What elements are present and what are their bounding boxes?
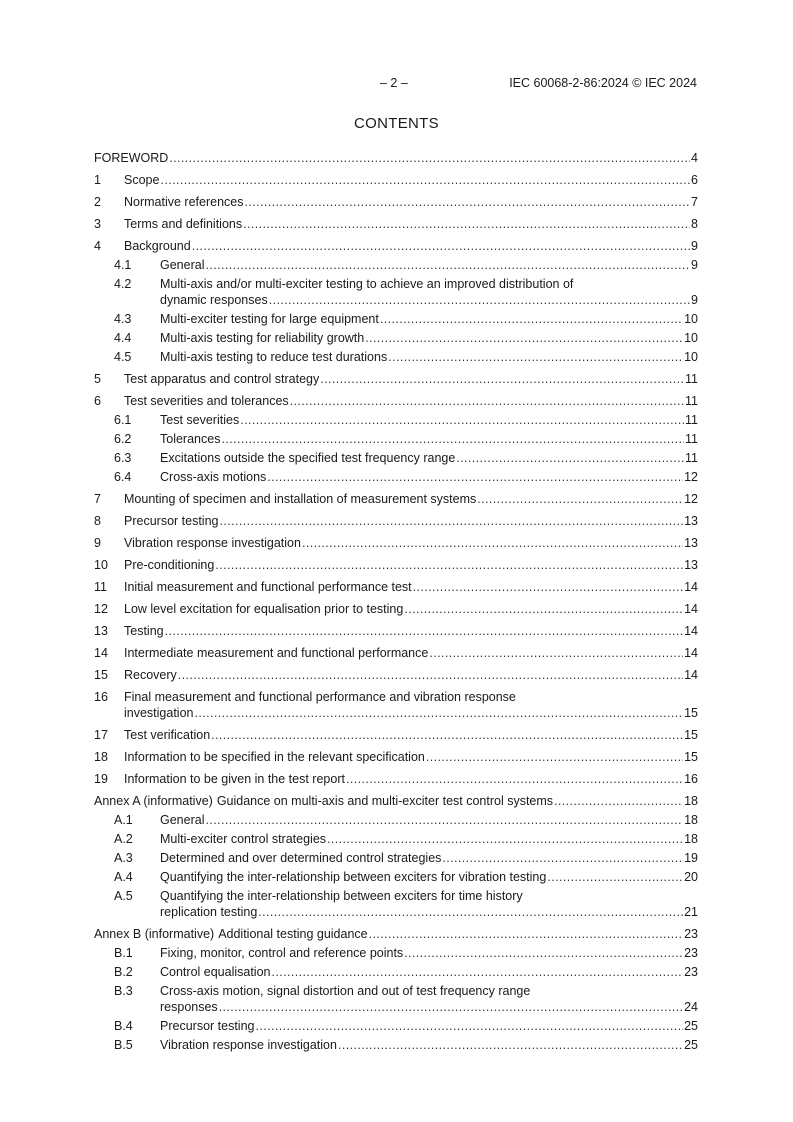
toc-page-number: 10 bbox=[684, 312, 698, 326]
toc-entry[interactable] bbox=[94, 749, 698, 765]
toc-page-number: 8 bbox=[691, 217, 698, 231]
toc-entry-title: Precursor testing bbox=[160, 1019, 255, 1033]
toc-entry-title: Vibration response investigation bbox=[124, 536, 301, 550]
toc-entry[interactable] bbox=[94, 349, 698, 365]
toc-entry-number: A.2 bbox=[114, 832, 133, 846]
dot-leader bbox=[547, 869, 683, 885]
standard-reference: IEC 60068-2-86:2024 © IEC 2024 bbox=[509, 76, 697, 90]
dot-leader bbox=[205, 257, 690, 273]
toc-entry-title: Background bbox=[124, 239, 191, 253]
toc-entry-title: Terms and definitions bbox=[124, 217, 243, 231]
toc-page-number: 6 bbox=[691, 173, 698, 187]
toc-entry-title: Multi-exciter control strategies bbox=[160, 832, 327, 846]
dot-leader bbox=[221, 431, 684, 447]
toc-entry[interactable] bbox=[94, 645, 698, 661]
toc-entry-title: Mounting of specimen and installation of measurement systems bbox=[124, 492, 477, 506]
dot-leader bbox=[211, 727, 683, 743]
toc-entry[interactable] bbox=[94, 983, 698, 1015]
toc-entry-number: 13 bbox=[94, 624, 108, 638]
toc-entry-number: 8 bbox=[94, 514, 101, 528]
toc-entry-number: 6.1 bbox=[114, 413, 132, 427]
toc-entry-title: Recovery bbox=[124, 668, 177, 682]
toc-entry[interactable] bbox=[94, 601, 698, 617]
dot-leader bbox=[219, 999, 683, 1015]
toc-entry-title: General bbox=[160, 813, 205, 827]
dot-leader bbox=[160, 172, 690, 188]
toc-entry-number: 4.5 bbox=[114, 350, 132, 364]
dot-leader bbox=[255, 1018, 683, 1034]
dot-leader bbox=[302, 535, 683, 551]
page-number: – 2 – bbox=[380, 76, 408, 90]
toc-page-number: 14 bbox=[684, 580, 698, 594]
toc-page-number: 11 bbox=[685, 372, 698, 386]
toc-page-number: 25 bbox=[684, 1019, 698, 1033]
toc-entry-title: Cross-axis motions bbox=[160, 470, 267, 484]
toc-entry-title: Quantifying the inter-relationship between exciters for vibration testing bbox=[160, 870, 547, 884]
toc-entry-number: 9 bbox=[94, 536, 101, 550]
dot-leader bbox=[192, 238, 690, 254]
toc-page-number: 15 bbox=[684, 706, 698, 720]
toc-entry-number: B.1 bbox=[114, 946, 133, 960]
toc-entry-number: 11 bbox=[94, 580, 107, 594]
toc-entry[interactable] bbox=[94, 393, 698, 409]
toc-entry-number: 4 bbox=[94, 239, 101, 253]
toc-entry[interactable] bbox=[94, 412, 698, 428]
dot-leader bbox=[346, 771, 683, 787]
toc-entry[interactable] bbox=[94, 194, 698, 210]
toc-entry[interactable] bbox=[94, 557, 698, 573]
toc-entry[interactable] bbox=[94, 371, 698, 387]
toc-entry[interactable] bbox=[94, 831, 698, 847]
toc-entry-number: 18 bbox=[94, 750, 108, 764]
toc-page-number: 11 bbox=[685, 432, 698, 446]
toc-entry-title: Multi-axis and/or multi-exciter testing to achieve an improved distribution of bbox=[160, 277, 574, 291]
toc-page-number: 12 bbox=[684, 470, 698, 484]
toc-page-number: 9 bbox=[691, 258, 698, 272]
toc-entry-title: replication testing bbox=[160, 905, 258, 919]
toc-entry-number: 4.3 bbox=[114, 312, 132, 326]
dot-leader bbox=[388, 349, 683, 365]
toc-page-number: 10 bbox=[684, 331, 698, 345]
toc-page-number: 9 bbox=[691, 239, 698, 253]
toc-entry-title: Low level excitation for equalisation prior to testing bbox=[124, 602, 404, 616]
toc-entry[interactable] bbox=[94, 579, 698, 595]
toc-entry-title: Multi-axis testing for reliability growth bbox=[160, 331, 365, 345]
toc-page-number: 18 bbox=[684, 832, 698, 846]
dot-leader bbox=[426, 749, 683, 765]
toc-entry-number: 17 bbox=[94, 728, 108, 742]
toc-entry[interactable] bbox=[94, 172, 698, 188]
toc-entry[interactable] bbox=[94, 535, 698, 551]
toc-entry-title: Normative references bbox=[124, 195, 244, 209]
toc-page-number: 13 bbox=[684, 536, 698, 550]
toc-entry-number: 2 bbox=[94, 195, 101, 209]
toc-entry[interactable] bbox=[94, 667, 698, 683]
toc-page-number: 13 bbox=[684, 514, 698, 528]
toc-page-number: 18 bbox=[684, 813, 698, 827]
toc-entry[interactable] bbox=[94, 257, 698, 273]
dot-leader bbox=[456, 450, 684, 466]
toc-entry-title: FOREWORD bbox=[94, 151, 169, 165]
dot-leader bbox=[219, 513, 683, 529]
toc-entry-title: Test severities and tolerances bbox=[124, 394, 289, 408]
toc-entry-title: Guidance on multi-axis and multi-exciter test control systems bbox=[216, 794, 554, 808]
toc-entry[interactable] bbox=[94, 1018, 698, 1034]
dot-leader bbox=[258, 904, 683, 920]
dot-leader bbox=[442, 850, 683, 866]
toc-entry-number: 15 bbox=[94, 668, 108, 682]
toc-page-number: 15 bbox=[684, 750, 698, 764]
toc-page-number: 12 bbox=[684, 492, 698, 506]
table-of-contents bbox=[94, 144, 698, 1053]
toc-entry-title: Scope bbox=[124, 173, 160, 187]
toc-entry-number: 6.2 bbox=[114, 432, 132, 446]
dot-leader bbox=[245, 194, 691, 210]
toc-page-number: 20 bbox=[684, 870, 698, 884]
toc-entry-title: Initial measurement and functional performance test bbox=[124, 580, 412, 594]
dot-leader bbox=[365, 330, 683, 346]
dot-leader bbox=[429, 645, 683, 661]
toc-entry-title: Quantifying the inter-relationship between exciters for time history bbox=[160, 889, 523, 903]
toc-entry-title: Additional testing guidance bbox=[218, 927, 368, 941]
toc-entry-number: 19 bbox=[94, 772, 108, 786]
toc-entry[interactable] bbox=[94, 945, 698, 961]
toc-entry[interactable] bbox=[94, 689, 698, 721]
toc-entry-number: A.3 bbox=[114, 851, 133, 865]
toc-entry-number: 12 bbox=[94, 602, 108, 616]
toc-entry-number: 6.3 bbox=[114, 451, 132, 465]
toc-page-number: 9 bbox=[691, 293, 698, 307]
toc-entry[interactable] bbox=[94, 926, 698, 942]
toc-page-number: 14 bbox=[684, 624, 698, 638]
dot-leader bbox=[205, 812, 683, 828]
annex-label: Annex A (informative) bbox=[94, 794, 213, 808]
toc-entry-title: Tolerances bbox=[160, 432, 221, 446]
toc-page-number: 4 bbox=[691, 151, 698, 165]
toc-entry[interactable] bbox=[94, 491, 698, 507]
toc-entry[interactable] bbox=[94, 812, 698, 828]
toc-page-number: 16 bbox=[684, 772, 698, 786]
toc-entry[interactable] bbox=[94, 330, 698, 346]
toc-page-number: 21 bbox=[684, 905, 698, 919]
dot-leader bbox=[267, 469, 683, 485]
toc-page-number: 14 bbox=[684, 602, 698, 616]
toc-entry-number: B.3 bbox=[114, 984, 133, 998]
toc-entry-number: A.1 bbox=[114, 813, 133, 827]
toc-entry-title: Precursor testing bbox=[124, 514, 219, 528]
toc-entry-title: Fixing, monitor, control and reference points bbox=[160, 946, 404, 960]
toc-entry-number: 4.2 bbox=[114, 277, 132, 291]
page-header bbox=[0, 76, 793, 92]
toc-entry-title: Test apparatus and control strategy bbox=[124, 372, 320, 386]
toc-page-number: 13 bbox=[684, 558, 698, 572]
toc-entry-number: B.2 bbox=[114, 965, 133, 979]
toc-entry-number: A.4 bbox=[114, 870, 133, 884]
toc-entry-title: Multi-axis testing to reduce test durations bbox=[160, 350, 388, 364]
dot-leader bbox=[243, 216, 690, 232]
toc-page-number: 11 bbox=[685, 451, 698, 465]
toc-entry-number: 6 bbox=[94, 394, 101, 408]
toc-page-number: 10 bbox=[684, 350, 698, 364]
toc-entry-number: B.5 bbox=[114, 1038, 133, 1052]
dot-leader bbox=[165, 623, 683, 639]
toc-entry-title: Intermediate measurement and functional performance bbox=[124, 646, 429, 660]
dot-leader bbox=[320, 371, 684, 387]
toc-page-number: 23 bbox=[684, 927, 698, 941]
dot-leader bbox=[215, 557, 683, 573]
toc-entry-title: General bbox=[160, 258, 205, 272]
toc-entry-title: Cross-axis motion, signal distortion and out of test frequency range bbox=[160, 984, 531, 998]
toc-entry-number: 5 bbox=[94, 372, 101, 386]
toc-entry[interactable] bbox=[94, 727, 698, 743]
page-title: CONTENTS bbox=[354, 115, 439, 132]
dot-leader bbox=[178, 667, 683, 683]
toc-entry[interactable] bbox=[94, 771, 698, 787]
toc-entry-title: dynamic responses bbox=[160, 293, 268, 307]
toc-page-number: 11 bbox=[685, 394, 698, 408]
toc-page-number: 15 bbox=[684, 728, 698, 742]
dot-leader bbox=[272, 964, 684, 980]
toc-page-number: 11 bbox=[685, 413, 698, 427]
toc-entry[interactable] bbox=[94, 1037, 698, 1053]
toc-entry-title: Test severities bbox=[160, 413, 240, 427]
dot-leader bbox=[338, 1037, 683, 1053]
toc-entry-title: Multi-exciter testing for large equipment bbox=[160, 312, 379, 326]
toc-page-number: 19 bbox=[684, 851, 698, 865]
toc-entry-number: 6.4 bbox=[114, 470, 132, 484]
dot-leader bbox=[554, 793, 683, 809]
toc-entry[interactable] bbox=[94, 869, 698, 885]
toc-entry-title: Test verification bbox=[124, 728, 211, 742]
toc-entry[interactable] bbox=[94, 850, 698, 866]
toc-entry[interactable] bbox=[94, 311, 698, 327]
dot-leader bbox=[369, 926, 683, 942]
toc-page-number: 18 bbox=[684, 794, 698, 808]
toc-page-number: 23 bbox=[684, 965, 698, 979]
toc-entry[interactable] bbox=[94, 276, 698, 308]
toc-page-number: 7 bbox=[691, 195, 698, 209]
toc-entry-title: Vibration response investigation bbox=[160, 1038, 337, 1052]
toc-entry-title: investigation bbox=[124, 706, 194, 720]
toc-entry-title: Control equalisation bbox=[160, 965, 271, 979]
toc-entry-number: 3 bbox=[94, 217, 101, 231]
toc-page-number: 25 bbox=[684, 1038, 698, 1052]
toc-entry-title: responses bbox=[160, 1000, 218, 1014]
dot-leader bbox=[413, 579, 683, 595]
dot-leader bbox=[404, 945, 683, 961]
toc-entry-title: Testing bbox=[124, 624, 164, 638]
toc-page-number: 23 bbox=[684, 946, 698, 960]
toc-entry-number: 4.1 bbox=[114, 258, 132, 272]
annex-label: Annex B (informative) bbox=[94, 927, 215, 941]
toc-entry-number: B.4 bbox=[114, 1019, 133, 1033]
toc-entry-title: Determined and over determined control strategies bbox=[160, 851, 442, 865]
toc-entry-title: Excitations outside the specified test frequency range bbox=[160, 451, 456, 465]
toc-entry-number: 1 bbox=[94, 173, 101, 187]
dot-leader bbox=[380, 311, 683, 327]
toc-entry-number: 4.4 bbox=[114, 331, 132, 345]
toc-entry-title: Information to be specified in the relevant specification bbox=[124, 750, 425, 764]
toc-page-number: 14 bbox=[684, 646, 698, 660]
toc-entry[interactable] bbox=[94, 513, 698, 529]
toc-entry[interactable] bbox=[94, 238, 698, 254]
dot-leader bbox=[269, 292, 690, 308]
dot-leader bbox=[477, 491, 683, 507]
toc-entry-number: A.5 bbox=[114, 889, 133, 903]
toc-entry[interactable] bbox=[94, 216, 698, 232]
toc-entry-number: 7 bbox=[94, 492, 101, 506]
dot-leader bbox=[240, 412, 684, 428]
toc-page-number: 14 bbox=[684, 668, 698, 682]
toc-entry-number: 16 bbox=[94, 690, 108, 704]
toc-entry[interactable] bbox=[94, 450, 698, 466]
toc-entry-number: 14 bbox=[94, 646, 108, 660]
toc-entry[interactable] bbox=[94, 793, 698, 809]
toc-entry[interactable] bbox=[94, 469, 698, 485]
dot-leader bbox=[327, 831, 683, 847]
toc-entry-title: Pre-conditioning bbox=[124, 558, 215, 572]
toc-entry[interactable] bbox=[94, 888, 698, 920]
toc-entry-title: Final measurement and functional performance and vibration response bbox=[124, 690, 516, 704]
toc-entry[interactable] bbox=[94, 623, 698, 639]
toc-entry[interactable] bbox=[94, 964, 698, 980]
toc-entry-title: Information to be given in the test report bbox=[124, 772, 345, 786]
dot-leader bbox=[404, 601, 683, 617]
toc-entry[interactable] bbox=[94, 150, 698, 166]
toc-entry-number: 10 bbox=[94, 558, 108, 572]
toc-entry[interactable] bbox=[94, 431, 698, 447]
dot-leader bbox=[290, 393, 684, 409]
dot-leader bbox=[195, 705, 684, 721]
toc-page-number: 24 bbox=[684, 1000, 698, 1014]
dot-leader bbox=[169, 150, 690, 166]
